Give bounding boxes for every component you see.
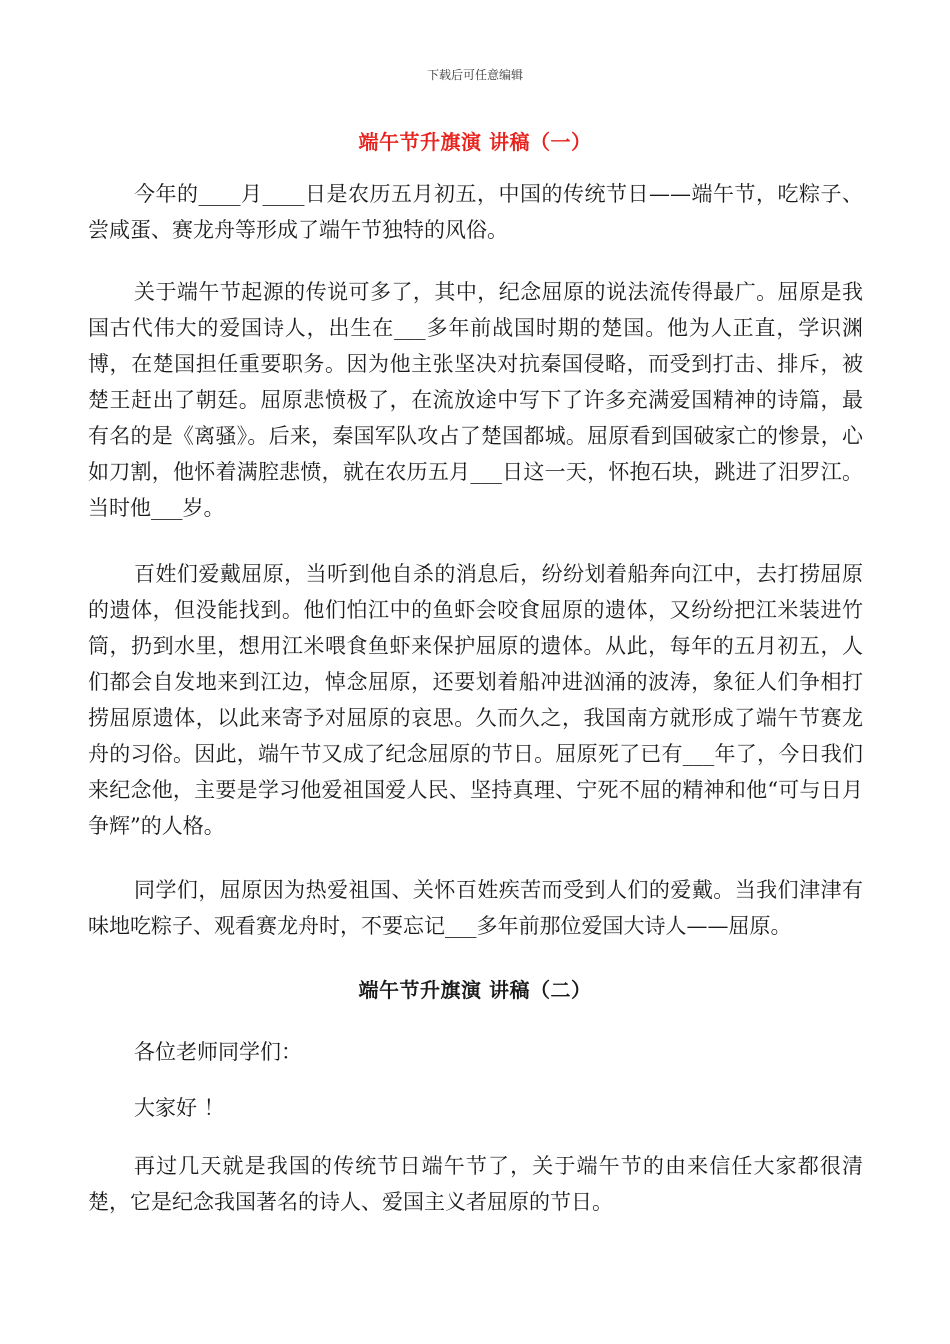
section-1-paragraph-4: 同学们，屈原因为热爱祖国、关怀百姓疾苦而受到人们的爱戴。当我们津津有味地吃粽子、观看赛龙舟时，不要忘记___多年前那位爱国大诗人——屈原。 <box>88 878 863 938</box>
section-2-paragraph-1: 再过几天就是我国的传统节日端午节了，关于端午节的由来信任大家都很清楚，它是纪念我国著名的诗人、爱国主义者屈原的节日。 <box>88 1154 863 1214</box>
section-1-paragraph-3: 百姓们爱戴屈原，当听到他自杀的消息后，纷纷划着船奔向江中，去打捞屈原的遗体，但没能找到。他们怕江中的鱼虾会咬食屈原的遗体，又纷纷把江米装进竹筒，扔到水里，想用江米喂食鱼虾来保护屈原的遗体。从此，每年的五月初五，人们都会自发地来到江边，悼念屈原，还要划着船冲进汹涌的波涛，象征人们争相打捞屈原遗体，以此来寄予对屈原的哀思。久而久之，我国南方就形成了端午节赛龙舟的习俗。因此，端午节又成了纪念屈原的节日。屈原死了已有___年了，今日我们来纪念他，主要是学习他爱祖国爱人民、坚持真理、宁死不屈的精神和他“可与日月争辉”的人格。 <box>88 562 863 838</box>
section-1-paragraph-2: 关于端午节起源的传说可多了，其中，纪念屈原的说法流传得最广。屈原是我国古代伟大的爱国诗人，出生在___多年前战国时期的楚国。他为人正直，学识渊博，在楚国担任重要职务。因为他主张坚决对抗秦国侵略，而受到打击、排斥，被楚王赶出了朝廷。屈原悲愤极了，在流放途中写下了许多充满爱国精神的诗篇，最有名的是《离骚》。后来，秦国军队攻占了楚国都城。屈原看到国破家亡的惨景，心如刀割，他怀着满腔悲愤，就在农历五月___日这一天，怀抱石块，跳进了汨罗江。当时他___岁。 <box>88 280 863 520</box>
section-2-salutation: 大家好 ！ <box>134 1096 225 1120</box>
section-2-greeting: 各位老师同学们： <box>134 1040 302 1064</box>
section-1-title: 端午节升旗演 讲稿（一） <box>358 130 592 154</box>
section-1-paragraph-1: 今年的____月____日是农历五月初五，中国的传统节日——端午节，吃粽子、尝咸蛋、赛龙舟等形成了端午节独特的风俗。 <box>88 182 863 242</box>
section-2-title: 端午节升旗演 讲稿（二） <box>358 978 592 1002</box>
header-note: 下载后可任意编辑 <box>426 68 523 82</box>
